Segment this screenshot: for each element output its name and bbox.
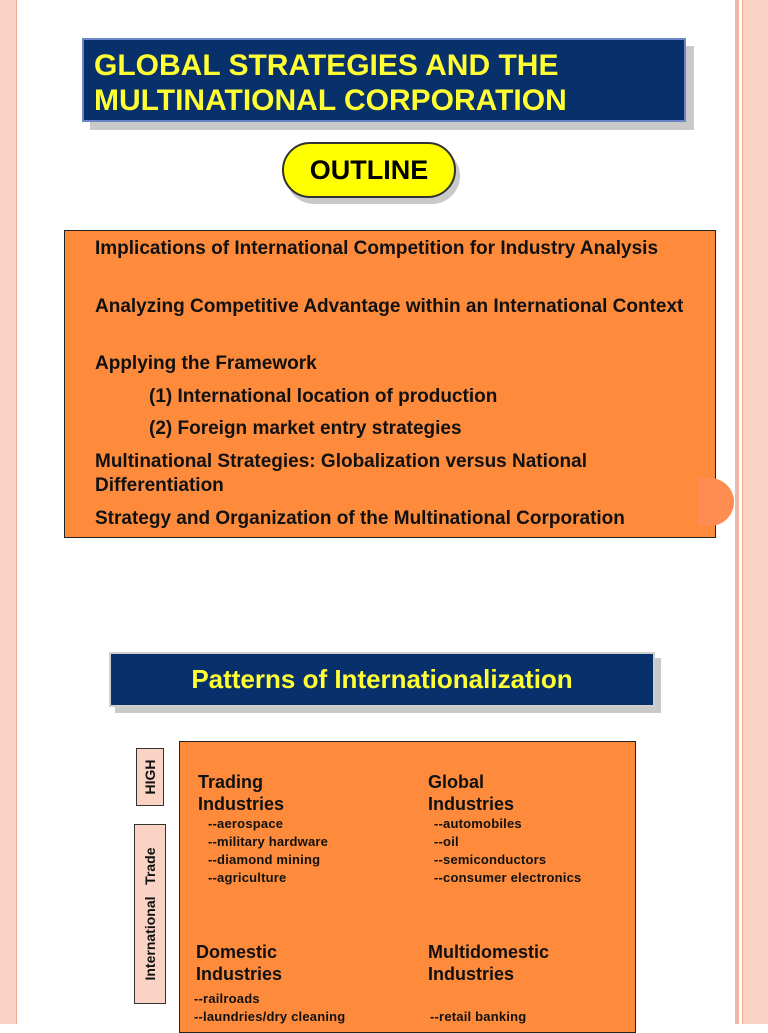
axis-trade-label: International Trade <box>142 847 158 981</box>
list-item: --consumer electronics <box>434 870 582 885</box>
list-item: --aerospace <box>208 816 284 831</box>
list-item: --laundries/dry cleaning <box>194 1009 346 1024</box>
outline-item: Applying the Framework <box>95 353 317 374</box>
outline-subitem: (1) International location of production <box>149 386 498 407</box>
list-item: --oil <box>434 834 459 849</box>
industry-matrix <box>179 741 636 1033</box>
list-item: --automobiles <box>434 816 522 831</box>
quadrant-domestic-list <box>194 990 345 1026</box>
quadrant-trading-title: Trading Industries <box>198 772 285 814</box>
outline-badge: OUTLINE <box>282 142 456 198</box>
slide-title: GLOBAL STRATEGIES AND THE MULTINATIONAL CORPORATION <box>94 49 567 117</box>
slide-right-stripe <box>735 0 739 1024</box>
quadrant-trading-list <box>208 815 328 887</box>
outline-item: Implications of International Competition for Industry Analysis <box>95 238 659 259</box>
slide-left-border <box>0 0 17 1024</box>
patterns-title: Patterns of Internationalization <box>109 652 655 707</box>
outline-item: Multinational Strategies: Globalization versus National Differentiation <box>95 451 587 496</box>
list-item: --railroads <box>194 991 260 1006</box>
quadrant-global-title: Global Industries <box>428 772 515 814</box>
list-item: --semiconductors <box>434 852 547 867</box>
axis-trade-label-box <box>134 824 166 1004</box>
slide-decoration-tab <box>698 478 734 526</box>
axis-high-label: HIGH <box>142 759 158 795</box>
title-banner <box>82 38 686 122</box>
quadrant-multidomestic-title: Multidomestic Industries <box>428 942 550 984</box>
outline-item: Analyzing Competitive Advantage within an International Context <box>95 296 684 317</box>
slide-right-border <box>742 0 768 1024</box>
outline-subitem: (2) Foreign market entry strategies <box>149 418 462 439</box>
outline-list-box <box>64 230 716 538</box>
list-item: --agriculture <box>208 870 287 885</box>
list-item: --retail banking <box>430 1009 527 1024</box>
list-item: --military hardware <box>208 834 329 849</box>
quadrant-multidomestic-list <box>430 1008 526 1026</box>
quadrant-domestic-title: Domestic Industries <box>196 942 283 984</box>
quadrant-global-list <box>434 815 581 887</box>
list-item: --diamond mining <box>208 852 321 867</box>
outline-item: Strategy and Organization of the Multinational Corporation <box>95 508 625 529</box>
axis-high-label-box <box>136 748 164 806</box>
